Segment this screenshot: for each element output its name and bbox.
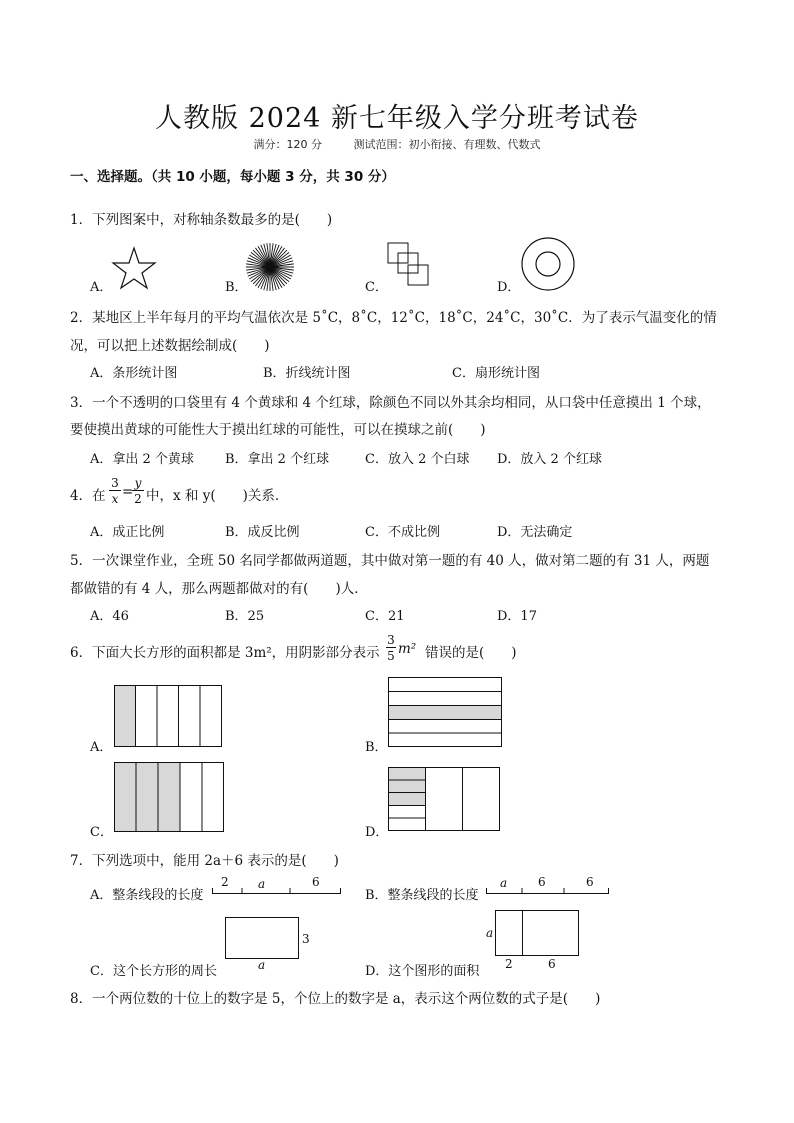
star-figure [112, 246, 158, 290]
section-title: 一、选择题。（共 10 小题，每小题 3 分，共 30 分） [70, 169, 395, 185]
q7-option-a[interactable]: A．整条线段的长度 [90, 888, 204, 903]
q7-a-label-2: a [258, 877, 266, 891]
q7-b-label-1: a [500, 876, 508, 890]
subtitle [0, 136, 794, 152]
q7-segment-a [212, 884, 342, 898]
q4-option-b[interactable]: B．成反比例 [225, 525, 300, 540]
concentric-circles-figure [520, 236, 576, 292]
q4-suffix: 中，x 和 y( )关系． [146, 488, 289, 504]
q1-option-c[interactable]: C． [365, 280, 388, 295]
q5-stem-line1: 5．一次课堂作业，全班 50 名同学都做两道题，其中做对第一题的有 40 人，做对第二题的有 31 人，两题 [70, 553, 710, 569]
q2-stem-line2: 况，可以把上述数据绘制成( ) [70, 338, 270, 354]
q8-stem: 8．一个两位数的十位上的数字是 5，个位上的数字是 a，表示这个两位数的式子是( ) [70, 991, 601, 1007]
q6-frac-den: 5 [387, 649, 395, 663]
q7-d-side-label: a [486, 926, 494, 940]
q7-d-bottom-label-2: 6 [548, 957, 556, 971]
q6-option-b[interactable]: B． [365, 740, 388, 755]
overlapping-squares-figure [385, 240, 433, 290]
q3-option-a[interactable]: A．拿出 2 个黄球 [90, 452, 194, 467]
q4-prefix: 4．在 [70, 488, 106, 504]
q4-option-d[interactable]: D．无法确定 [497, 525, 573, 540]
test-scope: 测试范围：初小衔接、有理数、代数式 [353, 138, 541, 151]
q7-stem: 7．下列选项中，能用 2a＋6 表示的是( ) [70, 853, 339, 869]
q6-option-c[interactable]: C． [90, 825, 113, 840]
q7-c-side-label: 3 [302, 932, 310, 946]
q6-figure-d [388, 767, 500, 831]
q6-frac-num: 3 [387, 633, 395, 647]
q4-frac2-num: y [132, 476, 144, 491]
q4-equals: = [122, 484, 134, 500]
q7-rectangle-c [225, 917, 299, 959]
q7-c-bottom-label: a [258, 958, 266, 972]
q3-option-d[interactable]: D．放入 2 个红球 [497, 452, 602, 467]
q4-frac1-num: 3 [109, 476, 121, 491]
q7-figure-d [495, 910, 579, 956]
q4-frac1-den: x [111, 492, 119, 506]
q2-stem-line1: 2．某地区上半年每月的平均气温依次是 5˚C，8˚C，12˚C，18˚C，24˚C，30˚C．为了表示气温变化的情 [70, 310, 717, 326]
full-score: 满分：120 分 [253, 138, 322, 151]
page-title: 人教版 2024 新七年级入学分班考试卷 [155, 103, 639, 134]
q1-option-d[interactable]: D． [497, 280, 521, 295]
q7-b-label-3: 6 [586, 875, 594, 889]
q6-option-a[interactable]: A． [90, 740, 113, 755]
q2-option-c[interactable]: C．扇形统计图 [452, 366, 540, 381]
q2-option-b[interactable]: B．折线统计图 [263, 366, 351, 381]
q7-d-bottom-label-1: 2 [505, 957, 513, 971]
q6-prefix: 6．下面大长方形的面积都是 3m²，用阴影部分表示 [70, 645, 380, 661]
q2-option-a[interactable]: A．条形统计图 [90, 366, 178, 381]
q3-stem-line2: 要使摸出黄球的可能性大于摸出红球的可能性，可以在摸球之前( ) [70, 422, 486, 438]
q1-option-a[interactable]: A． [90, 280, 113, 295]
q3-option-c[interactable]: C．放入 2 个白球 [365, 452, 470, 467]
q3-option-b[interactable]: B．拿出 2 个红球 [225, 452, 330, 467]
q5-option-d[interactable]: D．17 [497, 609, 537, 624]
q1-option-b[interactable]: B． [225, 280, 248, 295]
q6-figure-b [388, 677, 502, 747]
q7-b-label-2: 6 [538, 875, 546, 889]
q4-option-c[interactable]: C．不成比例 [365, 525, 440, 540]
q5-option-a[interactable]: A．46 [90, 609, 129, 624]
starburst-figure [245, 242, 295, 292]
q4-option-a[interactable]: A．成正比例 [90, 525, 165, 540]
q1-stem: 1．下列图案中，对称轴条数最多的是( ) [70, 212, 333, 228]
q6-figure-a [114, 685, 222, 747]
q5-stem-line2: 都做错的有 4 人，那么两题都做对的有( )人． [70, 581, 368, 597]
q7-option-d[interactable]: D．这个图形的面积 [365, 964, 480, 979]
q3-stem-line1: 3．一个不透明的口袋里有 4 个黄球和 4 个红球，除颜色不同以外其余均相同，从口袋中任意摸出 1 个球， [70, 395, 711, 411]
q6-unit: m² [398, 641, 417, 657]
q6-suffix: 错误的是( ) [425, 645, 517, 661]
q5-option-c[interactable]: C．21 [365, 609, 405, 624]
q6-figure-c [114, 762, 224, 832]
q7-a-label-3: 6 [312, 875, 320, 889]
q7-option-b[interactable]: B．整条线段的长度 [365, 888, 479, 903]
q4-stem [70, 484, 106, 504]
q5-option-b[interactable]: B．25 [225, 609, 265, 624]
q6-option-d[interactable]: D． [365, 825, 389, 840]
q7-a-label-1: 2 [221, 875, 229, 889]
q7-option-c[interactable]: C．这个长方形的周长 [90, 964, 217, 979]
q4-frac2-den: 2 [134, 492, 142, 506]
